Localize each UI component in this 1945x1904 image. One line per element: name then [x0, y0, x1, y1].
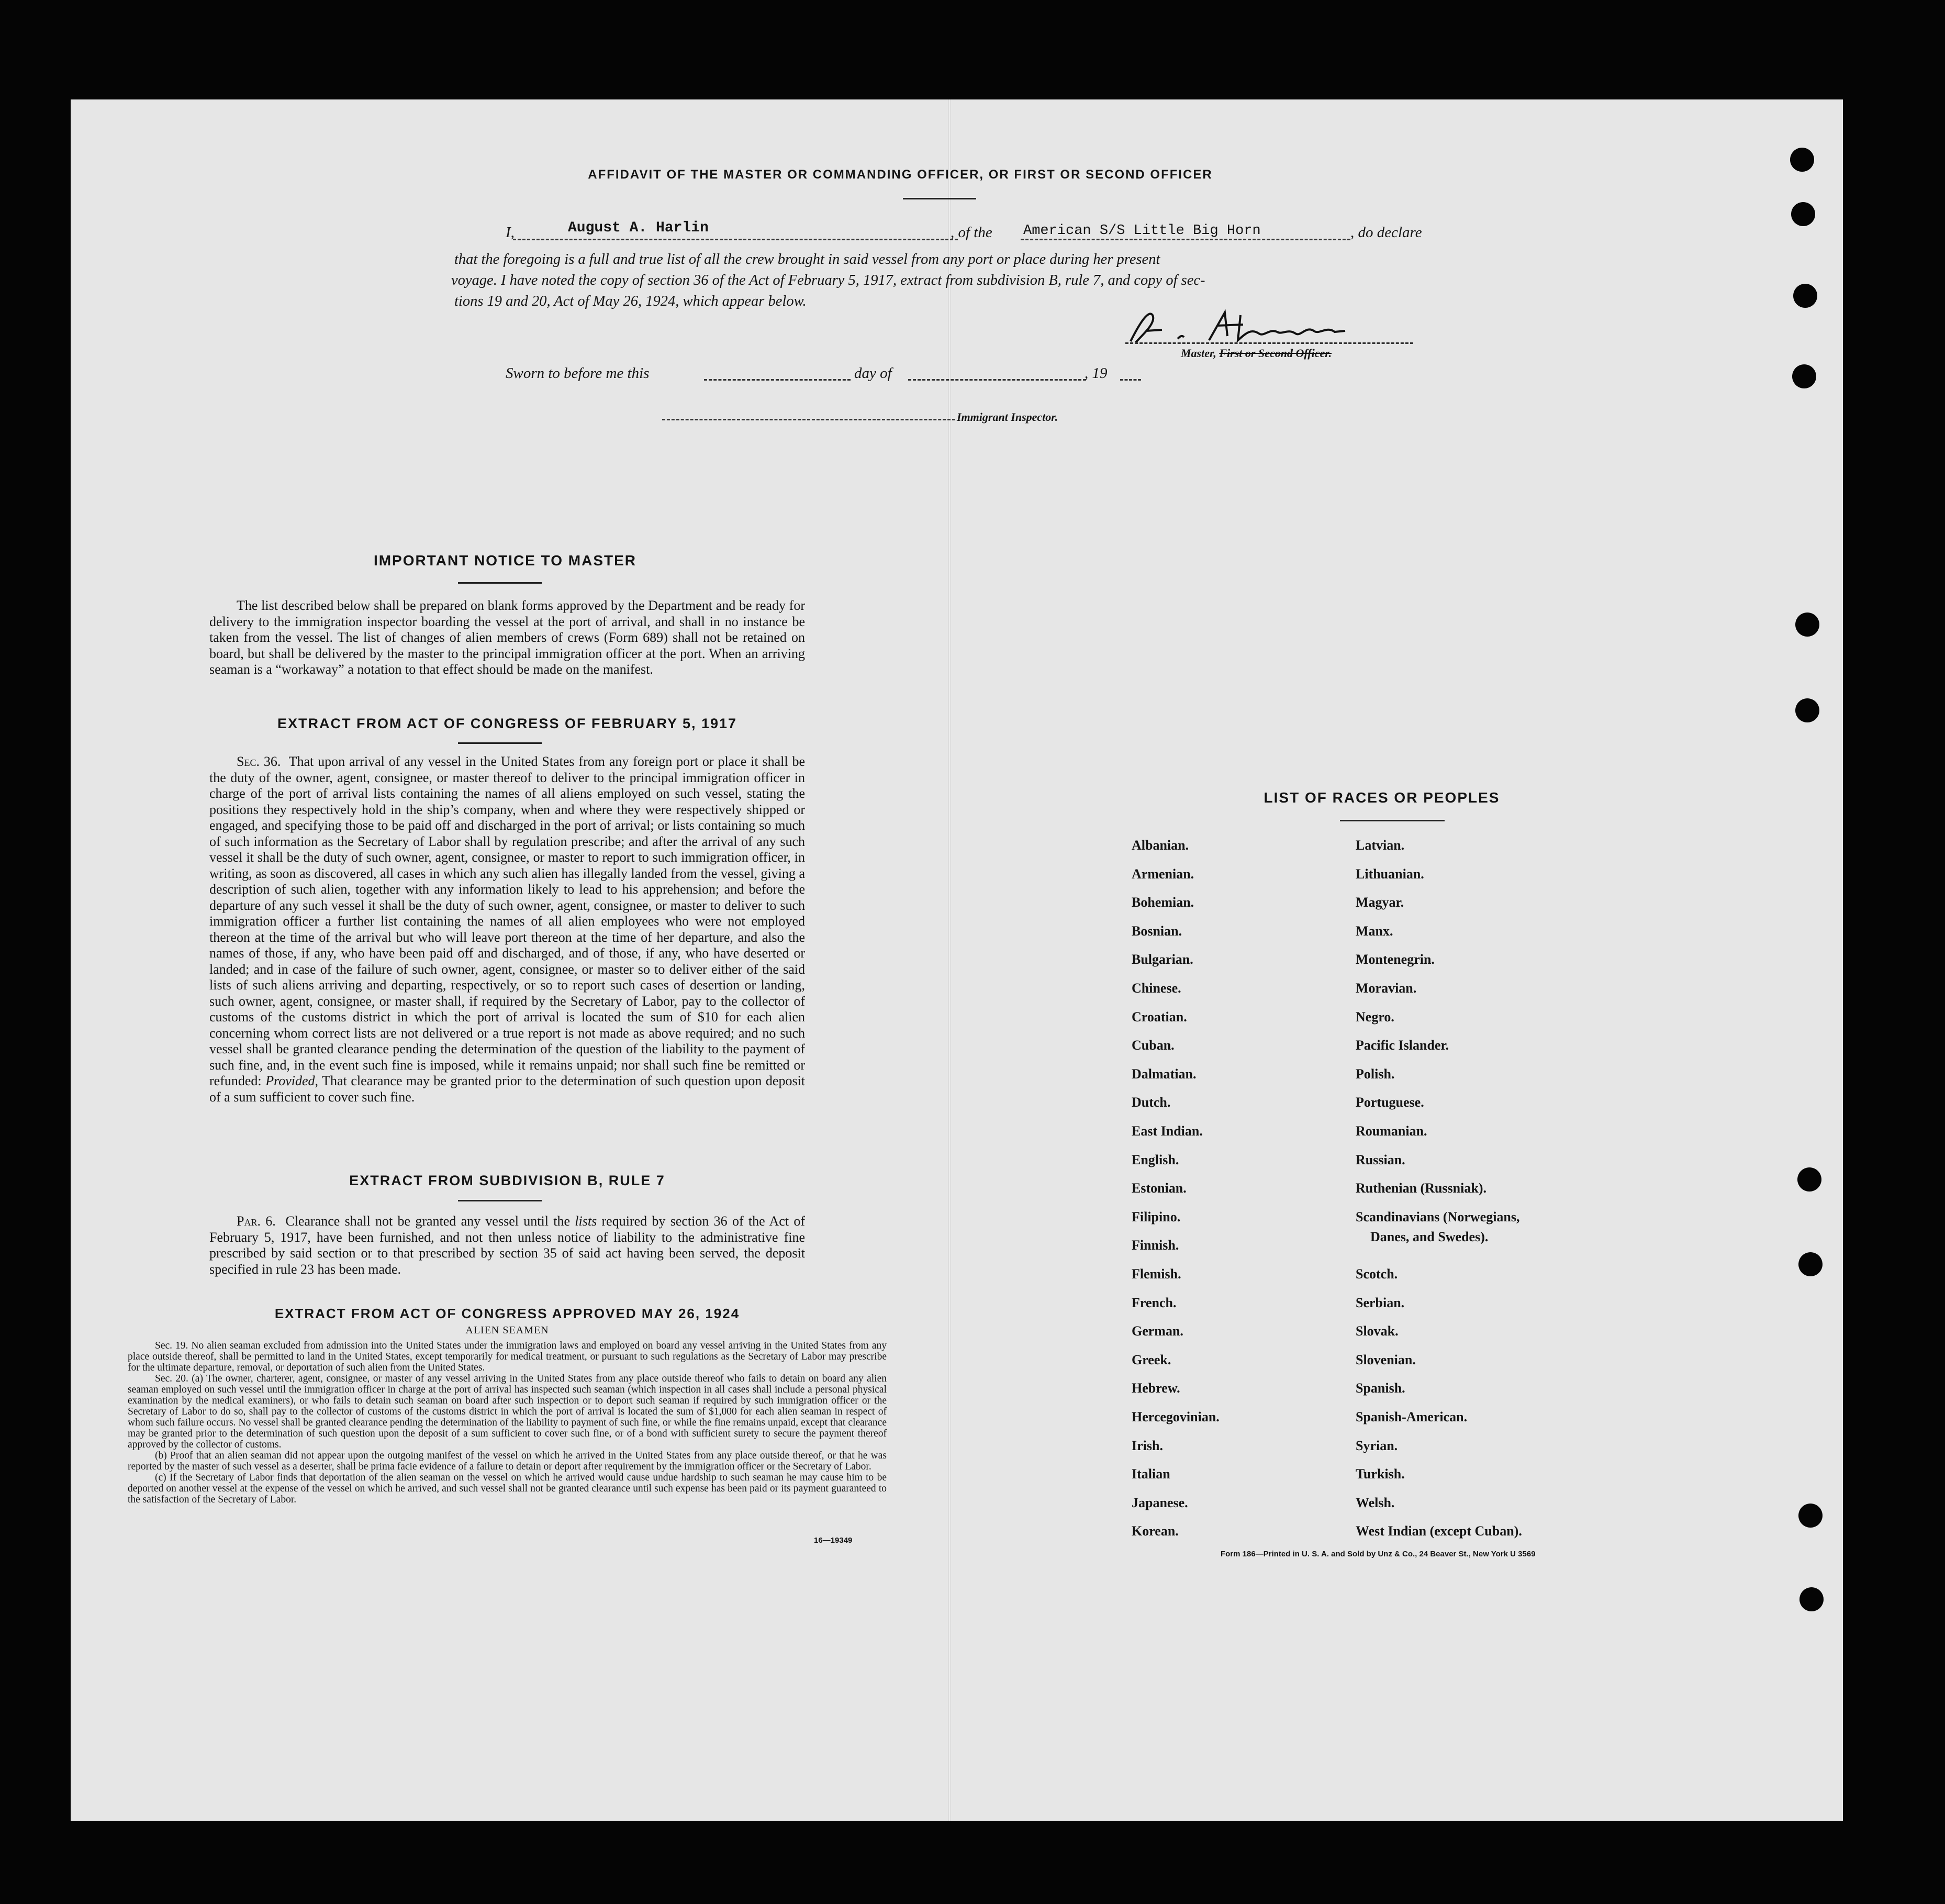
- par-6-body-b: required by section 36 of the Act of February 5, 1917, have been furnished, and not then unless notice of liability to the administrative fine prescribed by said section or to that prescribed by section 35 of said act having been served, the deposit specified in rule 23 has been made.: [209, 1213, 806, 1277]
- race-item: Hebrew.: [1132, 1380, 1180, 1396]
- punch-hole: [1793, 284, 1817, 308]
- extract-1924-text: [128, 1340, 887, 1505]
- race-item: Chinese.: [1132, 981, 1181, 996]
- sworn-year-line: [1120, 379, 1141, 381]
- sec-36-end: That clearance may be granted prior to the determination of such question upon deposit of a sum sufficient to cover such fine.: [209, 1073, 806, 1105]
- punch-hole: [1797, 1167, 1821, 1192]
- provided-label: Provided,: [265, 1073, 319, 1088]
- punch-hole: [1795, 613, 1819, 637]
- race-item: Armenian.: [1132, 866, 1194, 882]
- sec-19-text: Sec. 19. No alien seaman excluded from admission into the United States under the immigration laws and employed on board any vessel arriving in the United States from any place outside thereof, shall be permitted to land in the United States, except temporarily for medical treatment, or pursuant to such regulations as the Secretary of Labor may prescribe for the ultimate departure, removal, or deportation of such alien from the United States.: [128, 1340, 887, 1373]
- race-item: Finnish.: [1132, 1238, 1179, 1253]
- page-fold: [948, 99, 951, 1821]
- race-item: Slovenian.: [1356, 1352, 1416, 1367]
- inspector-line: [662, 419, 955, 420]
- race-item: Filipino.: [1132, 1209, 1181, 1224]
- punch-hole: [1795, 698, 1819, 722]
- sworn-day-line: [704, 379, 851, 381]
- race-item: Estonian.: [1132, 1181, 1187, 1196]
- race-scandinavians-cont: Danes, and Swedes).: [1370, 1229, 1489, 1244]
- race-item: Latvian.: [1356, 838, 1405, 853]
- declare-label: , do declare: [1350, 224, 1422, 241]
- race-item: Slovak.: [1356, 1323, 1399, 1339]
- race-item: Ruthenian (Russniak).: [1356, 1181, 1486, 1196]
- race-item: Montenegrin.: [1356, 952, 1435, 967]
- struck-officer-label: First or Second Officer.: [1219, 347, 1332, 360]
- race-item: Manx.: [1356, 923, 1393, 939]
- par-6-body-a: Clearance shall not be granted any vessel until the: [285, 1213, 570, 1229]
- affidavit-statement-2: voyage. I have noted the copy of section 36 of the Act of February 5, 1917, extract from subdivision B, rule 7, and copy of sec-: [451, 272, 1205, 288]
- race-item: Lithuanian.: [1356, 866, 1424, 882]
- sworn-month-line: [908, 379, 1086, 381]
- race-item: Turkish.: [1356, 1466, 1405, 1482]
- punch-hole: [1798, 1252, 1823, 1276]
- race-item: Italian: [1132, 1466, 1170, 1482]
- master-signature: [1120, 305, 1366, 352]
- notice-paragraph: The list described below shall be prepared on blank forms approved by the Department and be ready for delivery to the immigration inspector boarding the vessel at the port of arrival, and shall in no instance be taken from the vessel. The list of changes of alien members of crews (Form 689) shall not be retained on board, but shall be delivered by the master to the principal immigration officer at the port. When an arriving seaman is a “workaway” a notation to that effect should be made on the manifest.: [209, 598, 805, 677]
- sworn-label: Sworn to before me this: [506, 365, 650, 382]
- inspector-label: Immigrant Inspector.: [957, 410, 1058, 424]
- punch-hole: [1799, 1587, 1824, 1611]
- sec-20b-text: (b) Proof that an alien seaman did not appear upon the outgoing manifest of the vessel on which he arrived in the United States from any place outside thereof, or that he was reported by the master of such vessel as a deserter, shall be prima facie evidence of a failure to detain or deport after requirement by the immigration officer or the Secretary of Labor.: [128, 1450, 887, 1472]
- race-item: Serbian.: [1356, 1295, 1405, 1310]
- race-item: Greek.: [1132, 1352, 1171, 1367]
- race-item: Scandinavians (Norwegians,: [1356, 1209, 1520, 1224]
- races-title-rule: [1340, 820, 1445, 821]
- races-footer: Form 186—Printed in U. S. A. and Sold by Unz & Co., 24 Beaver St., New York U 3569: [1221, 1550, 1536, 1558]
- sec-36-body: That upon arrival of any vessel in the United States from any foreign port or place it shall be the duty of the owner, agent, consignee, or master thereof to deliver to the principal immigration officer in charge of the port of arrival lists containing the names of all aliens employed on such vessel, stating the positions they respectively hold in the ship’s company, when and where they were respectively shipped or engaged, and specifying those to be paid off and discharged in the port of arrival; or lists containing so much of such information as the Secretary of Labor shall by regulation prescribe; and after the arrival of any such vessel it shall be the duty of such owner, agent, consignee, or master to report to such immigration officer, in writing, as soon as discovered, all cases in which any such alien has illegally landed from the vessel, giving a description of such alien, together with any information likely to lead to his apprehension; and before the departure of any such vessel it shall be the duty of such owner, agent, consignee, or master to deliver to such immigration officer a further list containing the names of all alien employees who were not employed thereon at the time of the arrival but who will leave port thereon at the time of her departure, and also the names of those, if any, who have been paid off and discharged, and of those, if any, who have deserted or landed; and in case of the failure of such owner, agent, consignee, or master so to deliver either of the said lists of such aliens arriving and departing, respectively, or so to report such cases of desertion or landing, such owner, agent, consignee, or master shall, if required by the Secretary of Labor, pay to the collector of customs of the customs district in which the port of arrival is located the sum of $10 for each alien concerning whom correct lists are not delivered or a true report is not made as above required; and no such vessel shall be granted clearance pending the determination of the question of the liability to the payment of such fine, and, in the event such fine is imposed, while it remains unpaid; nor shall such fine be remitted or refunded:: [209, 754, 806, 1088]
- punch-hole: [1791, 202, 1815, 226]
- punch-hole: [1798, 1504, 1823, 1528]
- lists-word: lists: [575, 1213, 597, 1229]
- notice-title: IMPORTANT NOTICE TO MASTER: [373, 552, 637, 569]
- rule-7-text: [209, 1213, 805, 1277]
- of-the-label: , of the: [951, 224, 992, 241]
- race-item: Syrian.: [1356, 1438, 1398, 1453]
- race-item: Japanese.: [1132, 1495, 1188, 1510]
- notice-title-rule: [458, 582, 542, 584]
- par-6-label: Par. 6.: [237, 1213, 276, 1229]
- rule-7-title: EXTRACT FROM SUBDIVISION B, RULE 7: [349, 1173, 665, 1188]
- form-code-left: 16—19349: [814, 1536, 853, 1545]
- race-item: Pacific Islander.: [1356, 1038, 1449, 1053]
- race-item: Bulgarian.: [1132, 952, 1193, 967]
- affidavit-title: AFFIDAVIT OF THE MASTER OR COMMANDING OFFICER, OR FIRST OR SECOND OFFICER: [588, 168, 1213, 182]
- race-item: Magyar.: [1356, 895, 1404, 910]
- rule-7-rule: [458, 1200, 542, 1201]
- race-item: French.: [1132, 1295, 1177, 1310]
- affidavit-i-label: I,: [506, 224, 515, 241]
- race-item: Scotch.: [1356, 1266, 1398, 1282]
- race-item: Korean.: [1132, 1523, 1179, 1539]
- race-item: Roumanian.: [1356, 1123, 1427, 1139]
- race-item: Welsh.: [1356, 1495, 1395, 1510]
- year-label: , 19: [1085, 365, 1108, 382]
- extract-1924-title: EXTRACT FROM ACT OF CONGRESS APPROVED MAY 26, 1924: [274, 1306, 740, 1321]
- race-item: Spanish-American.: [1356, 1409, 1468, 1424]
- master-name-line: [513, 239, 958, 240]
- race-item: Flemish.: [1132, 1266, 1181, 1282]
- alien-seamen-subtitle: ALIEN SEAMEN: [465, 1324, 549, 1336]
- extract-1917-rule: [458, 742, 542, 744]
- punch-hole: [1792, 364, 1816, 388]
- vessel-name: American S/S Little Big Horn: [1023, 223, 1261, 239]
- race-item: Dalmatian.: [1132, 1066, 1197, 1082]
- race-item: Bosnian.: [1132, 923, 1182, 939]
- race-item: Irish.: [1132, 1438, 1163, 1453]
- master-name: August A. Harlin: [568, 220, 709, 236]
- race-item: Albanian.: [1132, 838, 1189, 853]
- punch-hole: [1790, 148, 1814, 172]
- notice-text: [209, 598, 805, 678]
- extract-1917-title: EXTRACT FROM ACT OF CONGRESS OF FEBRUARY 5, 1917: [277, 716, 737, 731]
- race-item: West Indian (except Cuban).: [1356, 1523, 1522, 1539]
- race-item: English.: [1132, 1152, 1179, 1167]
- race-item: Portuguese.: [1356, 1095, 1424, 1110]
- race-item: Negro.: [1356, 1009, 1394, 1025]
- races-title: LIST OF RACES OR PEOPLES: [1264, 789, 1500, 806]
- sec-20a-text: Sec. 20. (a) The owner, charterer, agent, consignee, or master of any vessel arriving in the United States from any place outside thereof who fails to detain on board any alien seaman employed on such vessel until the immigration officer in charge at the port of arrival has inspected such seaman (which inspection in all cases shall include a personal physical examination by the medical examiners), or who fails to detain such seaman on board after such inspection or to deport such seaman if required by such immigration officer or the Secretary of Labor to do so, shall pay to the collector of customs of the customs district in which the port of arrival is located the sum of $1,000 for each alien seaman in respect of whom such failure occurs. No vessel shall be granted clearance pending the determination of the liability to payment of such fine, or while the fine remains unpaid, except that clearance may be granted prior to the determination of such question upon the deposit of a sum sufficient to cover such fine, or of a bond with sufficient surety to secure the payment thereof approved by the collector of customs.: [128, 1373, 887, 1450]
- sec-20c-text: (c) If the Secretary of Labor finds that deportation of the alien seaman on the vessel on which he arrived would cause undue hardship to such seaman he may cause him to be deported on another vessel at the expense of the vessel on which he arrived, and such vessel shall not be granted clearance until such expense has been paid or its payment guaranteed to the satisfaction of the Secretary of Labor.: [128, 1472, 887, 1505]
- signature-caption: [1181, 347, 1332, 360]
- signature-line: [1125, 342, 1413, 344]
- day-label: day of: [854, 365, 892, 382]
- race-item: Bohemian.: [1132, 895, 1194, 910]
- race-item: Spanish.: [1356, 1380, 1405, 1396]
- vessel-line: [1021, 239, 1350, 240]
- master-label: Master,: [1181, 347, 1216, 360]
- race-item: Polish.: [1356, 1066, 1395, 1082]
- race-item: East Indian.: [1132, 1123, 1203, 1139]
- affidavit-statement-1: that the foregoing is a full and true list of all the crew brought in said vessel from any port or place during her present: [454, 251, 1160, 268]
- race-item: German.: [1132, 1323, 1183, 1339]
- race-item: Cuban.: [1132, 1038, 1175, 1053]
- race-item: Croatian.: [1132, 1009, 1187, 1025]
- race-item: Moravian.: [1356, 981, 1417, 996]
- sec-36-label: Sec. 36.: [237, 754, 281, 769]
- race-item: Dutch.: [1132, 1095, 1171, 1110]
- affidavit-statement-3: tions 19 and 20, Act of May 26, 1924, which appear below.: [454, 293, 807, 309]
- race-item: Russian.: [1356, 1152, 1405, 1167]
- extract-1917-text: [209, 754, 805, 1105]
- race-item: Hercegovinian.: [1132, 1409, 1220, 1424]
- affidavit-title-rule: [903, 198, 976, 199]
